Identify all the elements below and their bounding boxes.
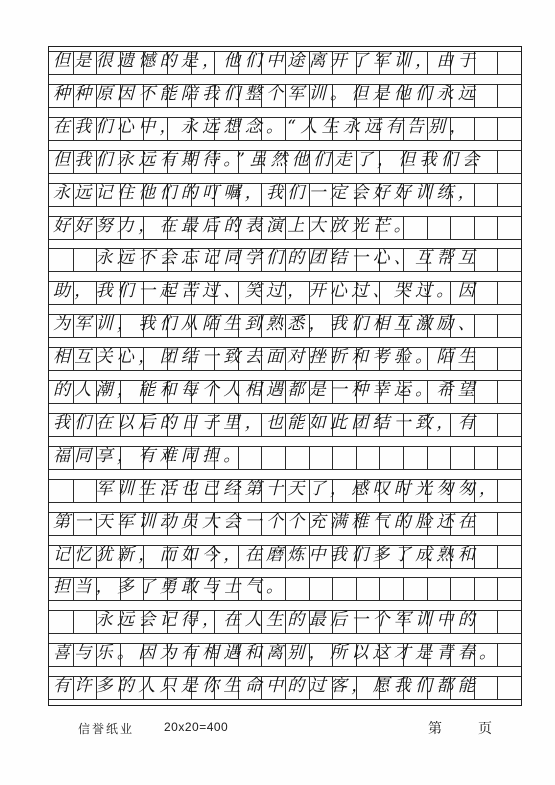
manuscript-grid — [48, 46, 522, 706]
handwritten-line: 永远不会忘记同学们的团结一心、互帮互 — [53, 248, 479, 269]
handwritten-line: 喜与乐。因为有相遇和离别，所以这才是青春。 — [53, 643, 501, 664]
handwritten-line: 第一天军训动员大会一个个充满稚气的脸还在 — [53, 511, 479, 532]
handwritten-line: 但是很遗憾的是，他们中途离开了军训，由于 — [53, 51, 479, 71]
handwritten-line: 助，我们一起苦过、笑过，开心过、哭过。因 — [53, 281, 479, 302]
handwritten-line: 担当，多了勇敢与士气。 — [53, 577, 288, 598]
handwritten-line: 为军训，我们从陌生到熟悉，我们相互激励、 — [53, 314, 479, 335]
handwritten-line: 好好努力，在最后的表演上大放光芒。 — [53, 215, 416, 236]
handwritten-line: 福同享，有难同担。 — [53, 445, 245, 466]
handwritten-line: 我们在以后的日子里，也能如此团结一致，有 — [53, 412, 479, 433]
paper-brand: 信誉纸业 — [78, 722, 135, 736]
handwritten-line: 种种原因不能陪我们整个军训。但是他们永远 — [53, 83, 479, 104]
page-footer — [0, 716, 555, 740]
handwritten-line: 但我们永远有期待。”虽然他们走了，但我们会 — [53, 149, 484, 170]
handwritten-line: 永远会记得，在人生的最后一个军训中的 — [53, 610, 479, 631]
grid-spec: 20x20=400 — [164, 720, 229, 734]
page-number-suffix: 页 — [478, 721, 492, 737]
page-number-label: 第 — [428, 721, 442, 737]
handwritten-line: 在我们心中，永远想念。“人生永远有告别， — [53, 116, 471, 137]
handwritten-line: 的人潮，能和每个人相遇都是一种幸运。希望 — [53, 380, 479, 400]
handwritten-line: 相互关心，团结一致去面对挫折和考验。陌生 — [53, 347, 479, 368]
handwritten-line: 永远记住他们的叮嘱，我们一定会好好训练， — [53, 182, 479, 203]
handwritten-line: 军训生活也已经第十天了，感叹时光匆匆， — [53, 478, 501, 499]
handwritten-line: 记忆犹新，而如今，在磨炼中我们多了成熟和 — [53, 544, 479, 565]
handwritten-line: 有许多的人只是你生命中的过客，愿我们都能 — [53, 676, 479, 697]
